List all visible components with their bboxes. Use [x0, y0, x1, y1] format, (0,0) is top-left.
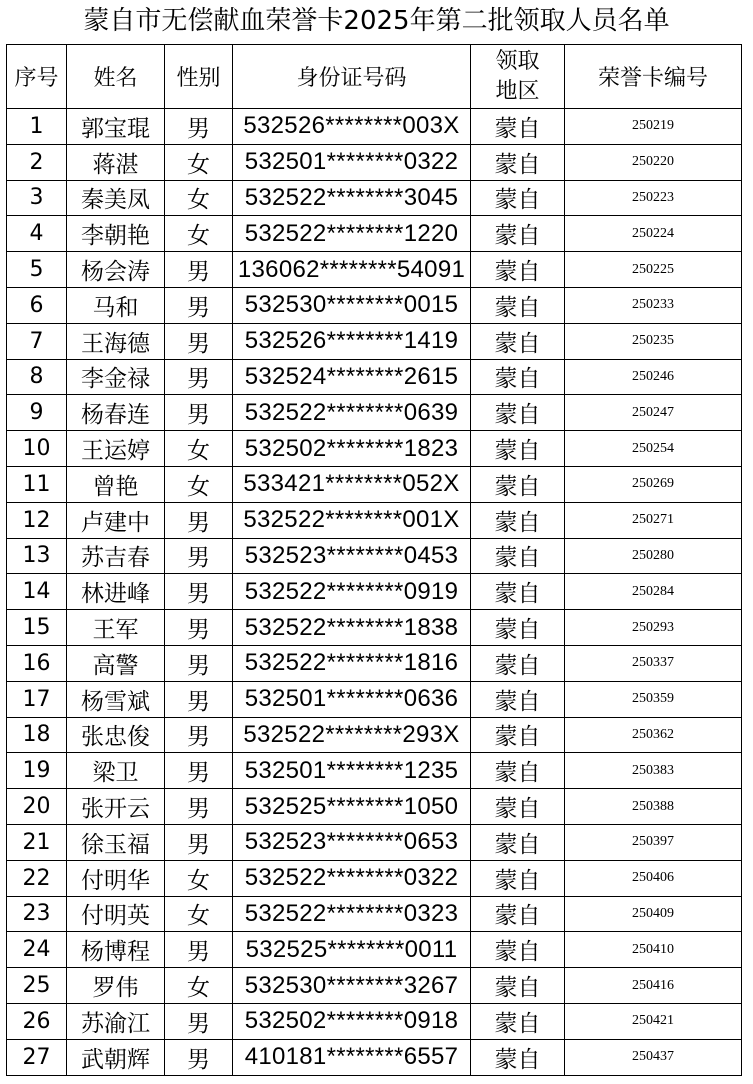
cell-id-number: 532501********0322 [233, 144, 471, 180]
header-region [471, 45, 565, 109]
cell-card-number: 250271 [565, 502, 742, 538]
cell-seq: 23 [7, 896, 67, 932]
cell-gender: 女 [165, 968, 233, 1004]
cell-id-number: 532526********003X [233, 109, 471, 145]
cell-name: 张忠俊 [67, 717, 165, 753]
header-card: 荣誉卡编号 [565, 45, 742, 109]
table-row [7, 323, 742, 359]
cell-region: 蒙自 [471, 610, 565, 646]
table-row [7, 1003, 742, 1039]
cell-region: 蒙自 [471, 109, 565, 145]
table-row [7, 109, 742, 145]
table-row [7, 824, 742, 860]
cell-gender: 男 [165, 1039, 233, 1075]
cell-card-number: 250247 [565, 395, 742, 431]
cell-gender: 女 [165, 466, 233, 502]
cell-card-number: 250269 [565, 466, 742, 502]
cell-card-number: 250410 [565, 932, 742, 968]
cell-name: 李朝艳 [67, 216, 165, 252]
cell-gender: 女 [165, 431, 233, 467]
cell-name: 苏渝江 [67, 1003, 165, 1039]
cell-id-number: 532522********0919 [233, 574, 471, 610]
cell-gender: 男 [165, 502, 233, 538]
table-row [7, 717, 742, 753]
cell-card-number: 250416 [565, 968, 742, 1004]
cell-card-number: 250388 [565, 789, 742, 825]
cell-id-number: 532502********1823 [233, 431, 471, 467]
header-region-line1: 领取 [495, 48, 540, 74]
cell-region: 蒙自 [471, 860, 565, 896]
cell-seq: 10 [7, 431, 67, 467]
cell-gender: 女 [165, 180, 233, 216]
cell-region: 蒙自 [471, 287, 565, 323]
cell-seq: 18 [7, 717, 67, 753]
cell-gender: 男 [165, 395, 233, 431]
cell-gender: 男 [165, 932, 233, 968]
table-row [7, 1039, 742, 1075]
cell-gender: 女 [165, 860, 233, 896]
cell-card-number: 250383 [565, 753, 742, 789]
cell-seq: 6 [7, 287, 67, 323]
cell-gender: 女 [165, 216, 233, 252]
cell-seq: 8 [7, 359, 67, 395]
cell-name: 罗伟 [67, 968, 165, 1004]
cell-region: 蒙自 [471, 359, 565, 395]
cell-name: 秦美凤 [67, 180, 165, 216]
cell-id-number: 532522********1838 [233, 610, 471, 646]
cell-name: 蒋湛 [67, 144, 165, 180]
cell-seq: 24 [7, 932, 67, 968]
cell-region: 蒙自 [471, 645, 565, 681]
cell-name: 王海德 [67, 323, 165, 359]
cell-card-number: 250421 [565, 1003, 742, 1039]
cell-name: 马和 [67, 287, 165, 323]
cell-id-number: 532530********3267 [233, 968, 471, 1004]
table-row [7, 610, 742, 646]
table-row [7, 287, 742, 323]
cell-region: 蒙自 [471, 180, 565, 216]
cell-seq: 5 [7, 252, 67, 288]
cell-gender: 男 [165, 610, 233, 646]
cell-id-number: 532522********1220 [233, 216, 471, 252]
header-gender: 性别 [165, 45, 233, 109]
cell-seq: 15 [7, 610, 67, 646]
cell-gender: 男 [165, 753, 233, 789]
cell-name: 武朝辉 [67, 1039, 165, 1075]
cell-seq: 1 [7, 109, 67, 145]
table-row [7, 252, 742, 288]
cell-card-number: 250293 [565, 610, 742, 646]
cell-card-number: 250337 [565, 645, 742, 681]
table-row [7, 681, 742, 717]
cell-name: 张开云 [67, 789, 165, 825]
cell-id-number: 410181********6557 [233, 1039, 471, 1075]
cell-region: 蒙自 [471, 968, 565, 1004]
table-header-row [7, 45, 742, 109]
table-row [7, 466, 742, 502]
table-row [7, 753, 742, 789]
cell-id-number: 532522********293X [233, 717, 471, 753]
cell-id-number: 532526********1419 [233, 323, 471, 359]
cell-name: 曾艳 [67, 466, 165, 502]
cell-gender: 男 [165, 538, 233, 574]
cell-gender: 男 [165, 359, 233, 395]
cell-card-number: 250280 [565, 538, 742, 574]
cell-region: 蒙自 [471, 144, 565, 180]
cell-seq: 20 [7, 789, 67, 825]
cell-name: 李金禄 [67, 359, 165, 395]
cell-id-number: 532502********0918 [233, 1003, 471, 1039]
header-name: 姓名 [67, 45, 165, 109]
table-row [7, 180, 742, 216]
cell-id-number: 532501********1235 [233, 753, 471, 789]
cell-id-number: 532522********0322 [233, 860, 471, 896]
recipient-table [6, 44, 742, 1076]
cell-seq: 17 [7, 681, 67, 717]
cell-id-number: 533421********052X [233, 466, 471, 502]
cell-seq: 25 [7, 968, 67, 1004]
cell-name: 郭宝琨 [67, 109, 165, 145]
cell-seq: 21 [7, 824, 67, 860]
cell-seq: 16 [7, 645, 67, 681]
cell-name: 杨会涛 [67, 252, 165, 288]
cell-id-number: 532501********0636 [233, 681, 471, 717]
cell-seq: 3 [7, 180, 67, 216]
table-row [7, 860, 742, 896]
cell-seq: 27 [7, 1039, 67, 1075]
cell-region: 蒙自 [471, 502, 565, 538]
cell-gender: 男 [165, 717, 233, 753]
cell-region: 蒙自 [471, 395, 565, 431]
cell-name: 杨雪斌 [67, 681, 165, 717]
cell-gender: 男 [165, 824, 233, 860]
cell-seq: 7 [7, 323, 67, 359]
cell-id-number: 532524********2615 [233, 359, 471, 395]
cell-card-number: 250254 [565, 431, 742, 467]
cell-gender: 男 [165, 287, 233, 323]
table-row [7, 538, 742, 574]
cell-seq: 13 [7, 538, 67, 574]
header-region-line2: 地区 [495, 78, 540, 104]
cell-region: 蒙自 [471, 538, 565, 574]
cell-card-number: 250409 [565, 896, 742, 932]
cell-id-number: 136062********54091 [233, 252, 471, 288]
cell-card-number: 250235 [565, 323, 742, 359]
cell-region: 蒙自 [471, 431, 565, 467]
header-id: 身份证号码 [233, 45, 471, 109]
cell-card-number: 250224 [565, 216, 742, 252]
cell-region: 蒙自 [471, 466, 565, 502]
cell-name: 徐玉福 [67, 824, 165, 860]
cell-gender: 男 [165, 1003, 233, 1039]
cell-card-number: 250225 [565, 252, 742, 288]
table-row [7, 789, 742, 825]
cell-id-number: 532522********001X [233, 502, 471, 538]
cell-gender: 女 [165, 144, 233, 180]
cell-region: 蒙自 [471, 216, 565, 252]
header-seq: 序号 [7, 45, 67, 109]
table-row [7, 359, 742, 395]
cell-name: 高警 [67, 645, 165, 681]
cell-region: 蒙自 [471, 252, 565, 288]
cell-seq: 12 [7, 502, 67, 538]
cell-id-number: 532525********1050 [233, 789, 471, 825]
cell-region: 蒙自 [471, 932, 565, 968]
table-row [7, 216, 742, 252]
table-row [7, 502, 742, 538]
cell-name: 王运婷 [67, 431, 165, 467]
cell-seq: 22 [7, 860, 67, 896]
cell-name: 苏吉春 [67, 538, 165, 574]
cell-card-number: 250359 [565, 681, 742, 717]
cell-id-number: 532523********0453 [233, 538, 471, 574]
table-row [7, 645, 742, 681]
cell-region: 蒙自 [471, 1039, 565, 1075]
cell-seq: 11 [7, 466, 67, 502]
cell-card-number: 250406 [565, 860, 742, 896]
table-row [7, 144, 742, 180]
cell-region: 蒙自 [471, 323, 565, 359]
cell-region: 蒙自 [471, 717, 565, 753]
cell-gender: 男 [165, 323, 233, 359]
cell-name: 梁卫 [67, 753, 165, 789]
cell-id-number: 532525********0011 [233, 932, 471, 968]
cell-gender: 女 [165, 896, 233, 932]
cell-name: 王军 [67, 610, 165, 646]
cell-card-number: 250233 [565, 287, 742, 323]
cell-gender: 男 [165, 789, 233, 825]
cell-name: 杨春连 [67, 395, 165, 431]
table-row [7, 431, 742, 467]
cell-seq: 19 [7, 753, 67, 789]
cell-id-number: 532523********0653 [233, 824, 471, 860]
cell-seq: 14 [7, 574, 67, 610]
cell-card-number: 250219 [565, 109, 742, 145]
cell-gender: 男 [165, 109, 233, 145]
cell-seq: 2 [7, 144, 67, 180]
cell-gender: 男 [165, 645, 233, 681]
cell-card-number: 250284 [565, 574, 742, 610]
cell-region: 蒙自 [471, 681, 565, 717]
cell-id-number: 532522********0323 [233, 896, 471, 932]
cell-region: 蒙自 [471, 574, 565, 610]
table-row [7, 932, 742, 968]
cell-region: 蒙自 [471, 896, 565, 932]
cell-name: 林进峰 [67, 574, 165, 610]
cell-card-number: 250220 [565, 144, 742, 180]
cell-seq: 4 [7, 216, 67, 252]
cell-id-number: 532530********0015 [233, 287, 471, 323]
cell-gender: 男 [165, 252, 233, 288]
cell-card-number: 250437 [565, 1039, 742, 1075]
cell-card-number: 250397 [565, 824, 742, 860]
cell-gender: 男 [165, 681, 233, 717]
cell-seq: 26 [7, 1003, 67, 1039]
table-row [7, 968, 742, 1004]
cell-name: 付明英 [67, 896, 165, 932]
cell-region: 蒙自 [471, 789, 565, 825]
table-row [7, 395, 742, 431]
cell-id-number: 532522********1816 [233, 645, 471, 681]
cell-region: 蒙自 [471, 824, 565, 860]
cell-gender: 男 [165, 574, 233, 610]
cell-name: 杨博程 [67, 932, 165, 968]
cell-region: 蒙自 [471, 1003, 565, 1039]
cell-id-number: 532522********3045 [233, 180, 471, 216]
cell-card-number: 250362 [565, 717, 742, 753]
cell-card-number: 250246 [565, 359, 742, 395]
table-row [7, 574, 742, 610]
cell-seq: 9 [7, 395, 67, 431]
page-title: 蒙自市无偿献血荣誉卡2025年第二批领取人员名单 [83, 6, 670, 36]
cell-region: 蒙自 [471, 753, 565, 789]
cell-name: 卢建中 [67, 502, 165, 538]
cell-name: 付明华 [67, 860, 165, 896]
cell-id-number: 532522********0639 [233, 395, 471, 431]
table-row [7, 896, 742, 932]
cell-card-number: 250223 [565, 180, 742, 216]
